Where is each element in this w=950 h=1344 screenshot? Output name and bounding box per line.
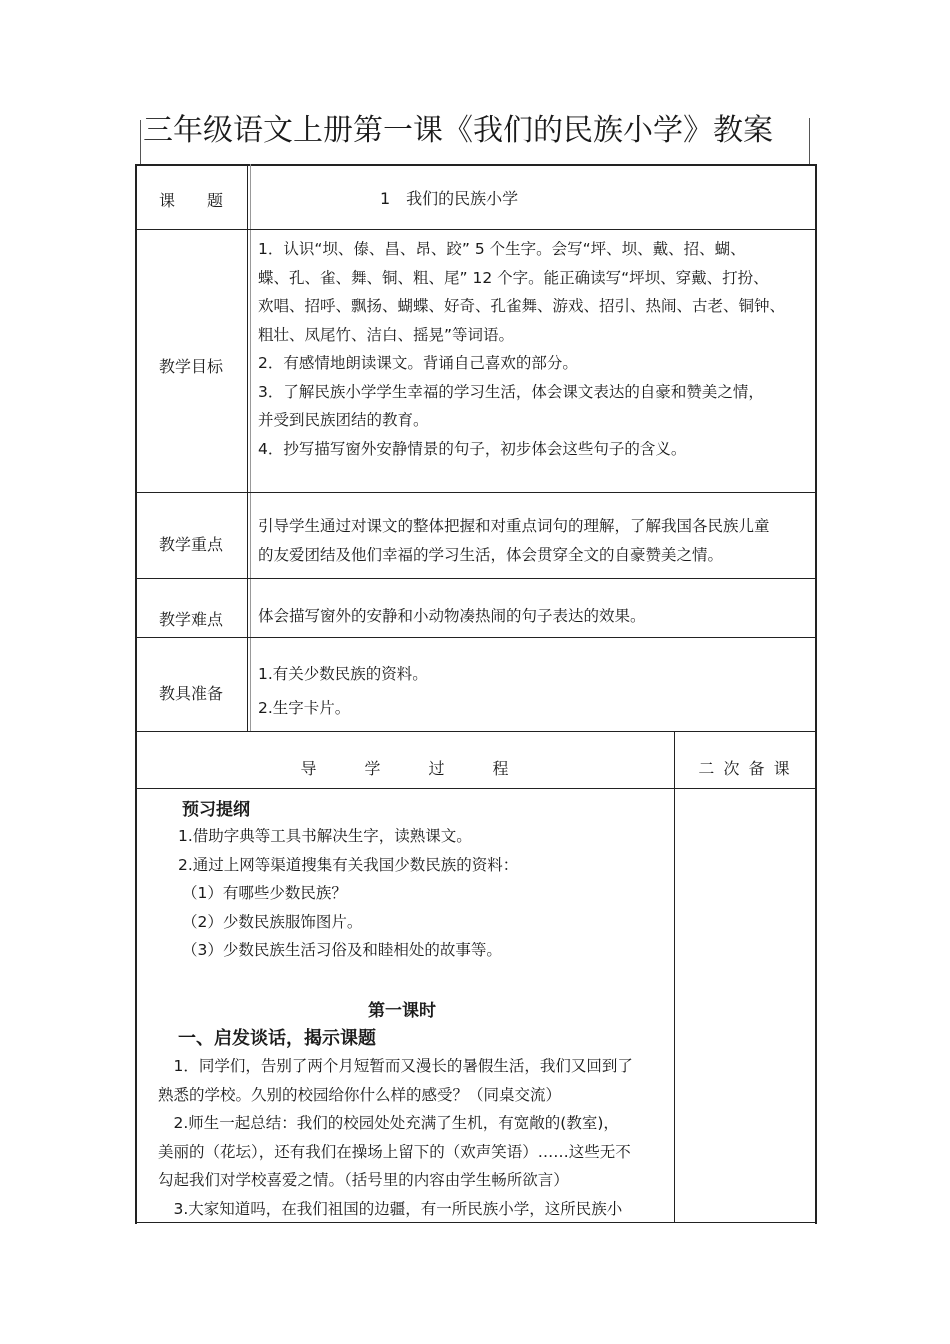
keypoints-line: 引导学生通过对课文的整体把握和对重点词句的理解，了解我国各民族儿童	[258, 517, 770, 535]
row-divider-topic	[135, 229, 817, 230]
preview-content	[178, 822, 668, 965]
preview-heading: 预习提纲	[182, 800, 250, 820]
section1-line: 熟悉的学校。久别的校园给你什么样的感受？（同桌交流）	[158, 1085, 562, 1104]
preview-line: （1）有哪些少数民族？	[182, 884, 347, 902]
label-column-divider-inner	[250, 164, 251, 732]
row-divider-difficulties	[135, 637, 817, 638]
page-title: 三年级语文上册第一课《我们的民族小学》教案	[143, 113, 773, 148]
table-top-border	[135, 164, 817, 166]
row-divider-materials	[135, 731, 817, 732]
objectives-line: 欢唱、招呼、飘扬、蝴蝶、好奇、孔雀舞、游戏、招引、热闹、古老、铜钟、	[258, 297, 786, 315]
section1-line: 1．同学们，告别了两个月短暂而又漫长的暑假生活，我们又回到了	[158, 1057, 633, 1075]
objectives-line: 1．认识“坝、傣、昌、昂、跤” 5 个生字。会写“坪、坝、戴、招、蝴、	[258, 240, 746, 258]
preview-line: 2.通过上网等渠道搜集有关我国少数民族的资料：	[178, 855, 519, 874]
section1-heading: 一、启发谈话，揭示课题	[178, 1028, 376, 1049]
preview-line: （3）少数民族生活习俗及和睦相处的故事等。	[182, 941, 502, 959]
objectives-label: 教学目标	[158, 357, 223, 376]
objectives-line: 蝶、孔、雀、舞、铜、粗、尾” 12 个字。能正确读写“坪坝、穿戴、打扮、	[258, 268, 769, 287]
preview-line: （2）少数民族服饰图片。	[182, 912, 363, 931]
keypoints-line: 的友爱团结及他们幸福的学习生活，体会贯穿全文的自豪赞美之情。	[258, 545, 724, 564]
objectives-line: 4．抄写描写窗外安静情景的句子，初步体会这些句子的含义。	[258, 439, 687, 458]
section1-line: 美丽的（花坛），还有我们在操场上留下的（欢声笑语）……这些无不	[158, 1142, 631, 1161]
process-header-right: 二 次 备 课	[698, 759, 792, 778]
objectives-line: 3．了解民族小学学生幸福的学习生活，体会课文表达的自豪和赞美之情，	[258, 382, 764, 401]
objectives-line: 粗壮、凤尾竹、洁白、摇晃”等词语。	[258, 325, 515, 344]
objectives-line: 2．有感情地朗读课文。背诵自己喜欢的部分。	[258, 354, 578, 372]
objectives-line: 并受到民族团结的教育。	[258, 411, 429, 429]
section1-line: 3.大家知道吗，在我们祖国的边疆，有一所民族小学，这所民族小	[158, 1199, 623, 1218]
keypoints-label: 教学重点	[158, 535, 223, 554]
materials-line: 1.有关少数民族的资料。	[258, 665, 428, 683]
materials-line: 2.生字卡片。	[258, 699, 351, 717]
keypoints-content	[258, 512, 814, 569]
process-header-left: 导 学 过 程	[300, 759, 509, 778]
objectives-content	[258, 235, 814, 463]
row-divider-keypoints	[135, 578, 817, 579]
section1-line: 勾起我们对学校喜爱之情。（括号里的内容由学生畅所欲言）	[158, 1171, 569, 1189]
difficulties-label: 教学难点	[158, 610, 223, 629]
section1-content	[158, 1052, 670, 1223]
label-column-divider	[247, 164, 248, 732]
preview-line: 1.借助字典等工具书解决生字，读熟课文。	[178, 827, 472, 845]
topic-value: 1 我们的民族小学	[380, 189, 519, 208]
row-divider-process-header	[135, 788, 817, 789]
materials-content	[258, 657, 814, 725]
process-column-divider	[674, 731, 675, 1223]
lesson-heading: 第一课时	[368, 1001, 436, 1021]
row-divider-objectives	[135, 492, 817, 493]
table-right-border	[815, 164, 817, 1224]
section1-line: 2.师生一起总结：我们的校园处处充满了生机，有宽敞的(教室)，	[158, 1114, 619, 1132]
difficulties-content: 体会描写窗外的安静和小动物凑热闹的句子表达的效果。	[258, 607, 646, 625]
materials-label: 教具准备	[158, 684, 223, 703]
title-border-left	[140, 120, 141, 164]
title-border-right	[809, 118, 810, 164]
topic-label: 课 题	[158, 191, 223, 210]
